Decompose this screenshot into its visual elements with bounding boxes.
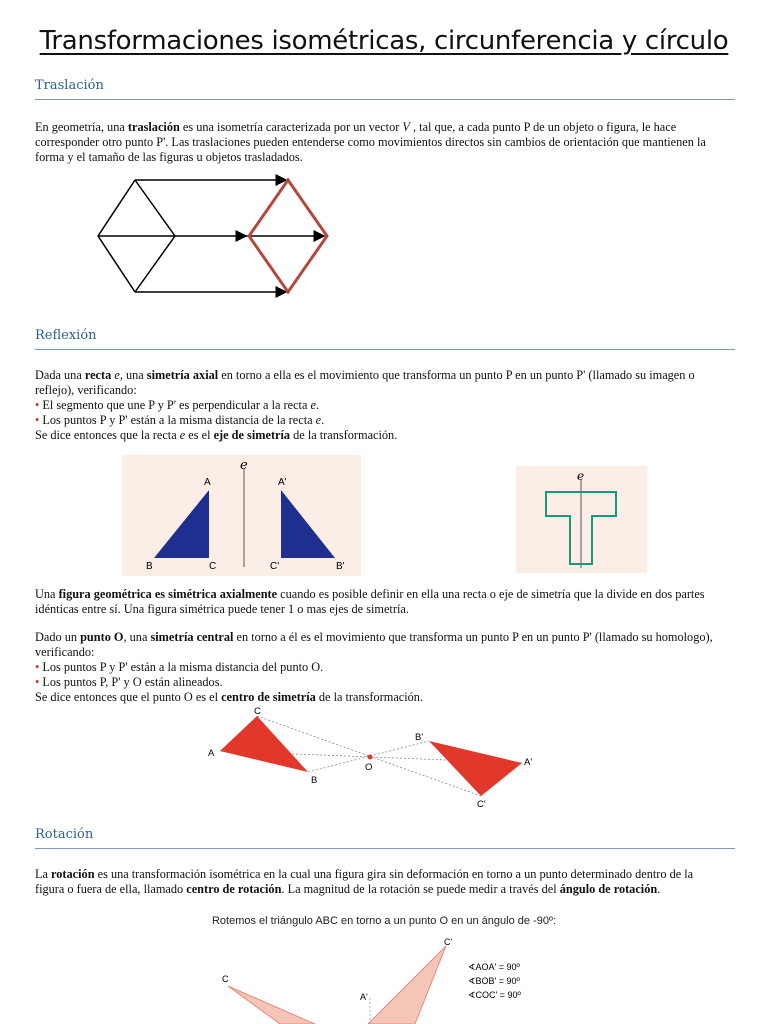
rotation-caption: Rotemos el triángulo ABC en torno a un punto O en un ángulo de -90º: [211,915,557,927]
label-B: B [146,561,153,572]
axial-definition-paragraph: Una figura geométrica es simétrica axialmente cuando es posible definir en ella una recta o eje de simetría que la divide en dos partes idénticas entre sí. Una figura simétrica puede tener 1 o mas ejes de simetría. [35,587,705,616]
t-shape-symmetry-figure [516,466,647,573]
bullet-icon: • [35,660,40,674]
label-C-prime: C' [270,561,280,572]
angle-aoa: ∢AOA' = 90º [468,962,520,972]
bullet-icon: • [35,413,40,427]
label-A: A [208,748,215,759]
section-heading-rotacion: Rotación [35,827,735,849]
label-C-prime: C' [444,937,453,947]
label-C: C [254,706,261,717]
label-A-prime: A' [278,477,287,488]
label-A-prime: A' [524,757,533,768]
rotacion-paragraph: La rotación es una transformación isométrica en la cual una figura gira sin deformación en torno a un punto determinado dentro de la figura o fuera de ella, llamado centro de rotación. La magnitud de la rotación se puede medir a través del ángulo de rotación. [35,867,694,896]
reflexion-paragraph: Dada una recta e, una simetría axial en torno a ella es el movimiento que transforma un punto P en un punto P' (llamado su imagen o reflejo), verificando: • El segmento que une P y P' es perpendicular a la recta e. • Los puntos P y P' están a la misma distancia de la recta e. Se dice entonces que la recta e es el eje de simetría de la transformación. [35,368,695,442]
label-B-prime: B' [336,561,345,572]
central-symmetry-paragraph: Dado un punto O, una simetría central en torno a él es el movimiento que transforma un punto P en un punto P' (llamado su homologo), verificando: • Los puntos P y P' están a la misma distancia del punto O. • Los puntos P, P' y O están alineados. Se dice entonces que el punto O es el centro de simetría de la transformación. [35,630,713,704]
page-title: Transformaciones isométricas, circunferencia y círculo [39,26,729,56]
axial-symmetry-triangles-figure [122,455,361,576]
translation-figure [90,170,335,302]
section-heading-traslacion: Traslación [35,78,735,100]
axis-label-e: e [240,458,248,473]
central-symmetry-figure [200,703,550,813]
label-C: C [222,974,229,984]
bullet-icon: • [35,398,40,412]
label-B-prime: B' [415,732,424,743]
bullet-icon: • [35,675,40,689]
rotation-figure [210,936,550,1024]
traslacion-paragraph: En geometría, una traslación es una isometría caracterizada por un vector V , tal que, a cada punto P de un objeto o figura, le hace corresponder otro punto P'. Las traslaciones pueden entenderse como movimientos directos sin cambios de orientación que mantienen la forma y el tamaño de las figuras u objetos trasladados. [35,120,706,164]
label-A: A [204,477,211,488]
label-C: C [209,561,217,572]
section-heading-reflexion: Reflexión [35,328,735,350]
angle-bob: ∢BOB' = 90º [468,976,520,986]
label-A-prime: A' [360,992,368,1002]
axis-label-e: e [577,469,585,483]
label-B: B [311,775,318,786]
angle-coc: ∢COC' = 90º [468,990,521,1000]
label-C-prime: C' [477,799,486,810]
label-O: O [365,762,373,773]
